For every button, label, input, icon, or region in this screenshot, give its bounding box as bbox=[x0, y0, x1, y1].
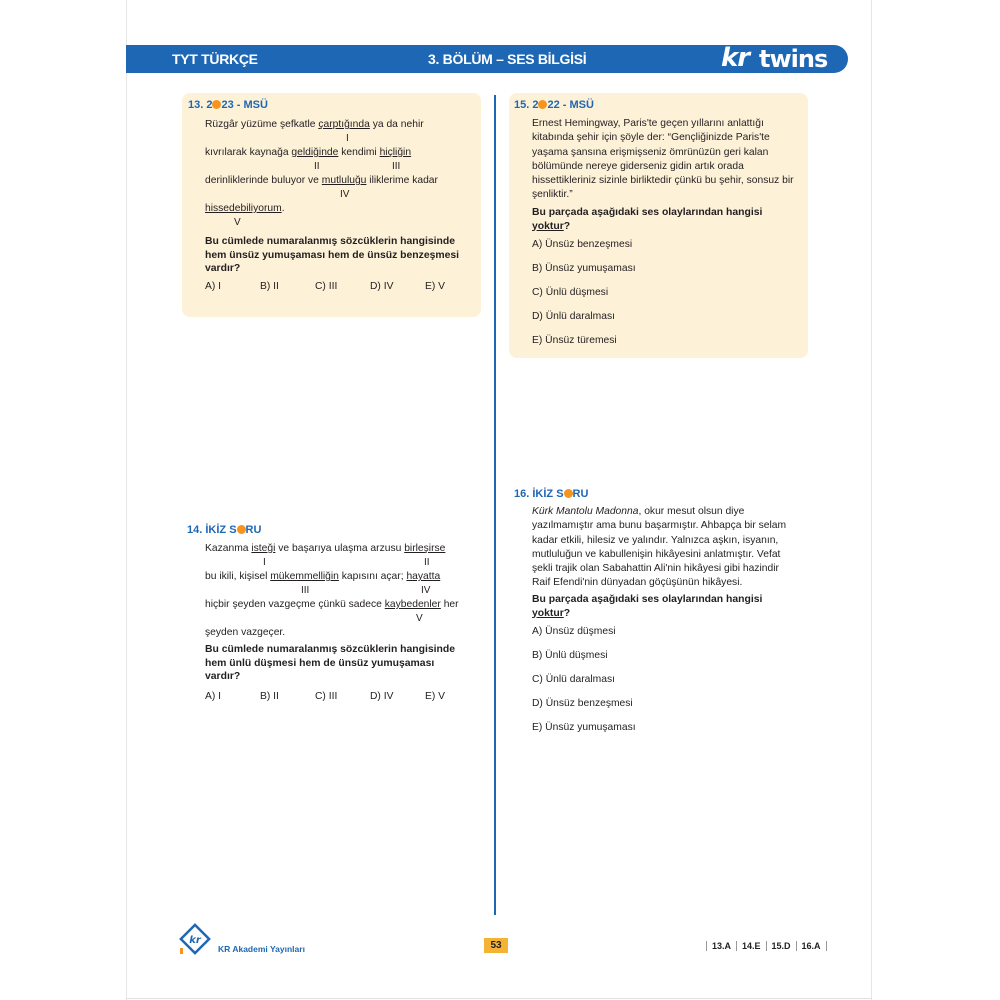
question-number: 16. bbox=[514, 488, 530, 500]
q13-mark-5: V bbox=[234, 217, 241, 228]
q16-prompt: Bu parçada aşağıdaki ses olaylarından hangisi yoktur? bbox=[532, 594, 763, 619]
column-divider bbox=[494, 95, 496, 915]
option-b[interactable]: B) Ünlü düşmesi bbox=[532, 650, 608, 661]
q14-mark-2: II bbox=[424, 557, 430, 568]
orange-dot-icon bbox=[237, 525, 246, 534]
option-d[interactable]: D) IV bbox=[370, 281, 394, 292]
q14-line-4: şeyden vazgeçer. bbox=[205, 627, 286, 638]
option-a[interactable]: A) I bbox=[205, 281, 222, 292]
page-number: 53 bbox=[484, 938, 508, 953]
q15-options bbox=[532, 239, 636, 359]
option-d[interactable]: D) Ünlü daralması bbox=[532, 311, 615, 322]
year-suffix: 22 - MSÜ bbox=[547, 99, 594, 111]
q14-mark-4: IV bbox=[421, 585, 431, 596]
q13-line-3: derinliklerinde buluyor ve mutluluğu iliklerime kadar bbox=[205, 175, 438, 186]
page-edge-right bbox=[871, 0, 872, 1000]
q14-mark-1: I bbox=[263, 557, 266, 568]
answer-15: 15.D bbox=[766, 941, 796, 951]
option-a[interactable]: A) Ünsüz düşmesi bbox=[532, 626, 616, 637]
option-c[interactable]: C) III bbox=[315, 281, 338, 292]
option-e[interactable]: E) Ünsüz türemesi bbox=[532, 335, 617, 346]
q16-options bbox=[532, 626, 636, 746]
q15-paragraph: Ernest Hemingway, Paris'te geçen yıllarını anlattığı kitabında şehir için şöyle der: “Gençliğinizde Paris'te yaşama şansına erişmişseniz ömrünüzün geri kalan bölümünde nereye giderseniz gidin artık orada hissettikleriniz sizinle birliktedir çünkü bu şehir, sonsuz bir şenliktir.” bbox=[532, 118, 794, 201]
q14-options bbox=[205, 691, 480, 702]
answer-16: 16.A bbox=[796, 941, 827, 951]
q14-mark-3: III bbox=[301, 585, 310, 596]
question-14-header: 14. İKİZ S RU bbox=[187, 524, 262, 536]
question-number: 14. bbox=[187, 524, 203, 536]
option-e[interactable]: E) Ünsüz yumuşaması bbox=[532, 722, 636, 733]
q13-line-4: hissedebiliyorum. bbox=[205, 203, 285, 214]
q16-paragraph: Kürk Mantolu Madonna, okur mesut olsun diye yazılmamıştır ama bunu başarmıştır. Ahbapça bir selam kadar etkili, hilesiz ve yalındır. Yalnızca aşkın, isyanın, mutluluğun ve kabullenişin hikâyesini anlatmıştır. Vefat şekli trajik olan Sabahattin Ali'nin hikâyesi gibi hazindir Raif Efendi'nin dünyadan göçüşünün hikâyesi. bbox=[532, 506, 787, 589]
q14-line-3: hiçbir şeyden vazgeçme çünkü sadece kaybedenler her bbox=[205, 599, 459, 610]
brand-logo bbox=[717, 42, 833, 76]
q13-mark-3: III bbox=[392, 161, 401, 172]
option-b[interactable]: B) Ünsüz yumuşaması bbox=[532, 263, 636, 274]
option-b[interactable]: B) II bbox=[260, 691, 279, 702]
option-d[interactable]: D) IV bbox=[370, 691, 394, 702]
answer-13: 13.A bbox=[706, 941, 736, 951]
publisher-name: KR Akademi Yayınları bbox=[218, 944, 305, 954]
q14-mark-5: V bbox=[416, 613, 423, 624]
svg-text:kr: kr bbox=[189, 935, 201, 946]
year-prefix: 2 bbox=[206, 99, 213, 111]
orange-dot-icon bbox=[564, 489, 573, 498]
question-number: 13. bbox=[188, 99, 204, 111]
q13-prompt: Bu cümlede numaralanmış sözcüklerin hangisinde hem ünsüz yumuşaması hem de ünsüz benzeşmesi vardır? bbox=[205, 236, 460, 274]
q13-line-2: kıvrılarak kaynağa geldiğinde kendimi hiçliğin bbox=[205, 147, 412, 158]
q15-prompt: Bu parçada aşağıdaki ses olaylarından hangisi yoktur? bbox=[532, 207, 763, 232]
question-number: 15. bbox=[514, 99, 530, 111]
subject-title: TYT TÜRKÇE bbox=[172, 51, 258, 67]
option-c[interactable]: C) Ünlü düşmesi bbox=[532, 287, 609, 298]
option-a[interactable]: A) I bbox=[205, 691, 222, 702]
question-13-header bbox=[188, 99, 268, 111]
option-e[interactable]: E) V bbox=[425, 691, 446, 702]
q13-options bbox=[205, 281, 480, 292]
answer-14: 14.E bbox=[736, 941, 766, 951]
option-d[interactable]: D) Ünsüz benzeşmesi bbox=[532, 698, 633, 709]
year-suffix: 23 - MSÜ bbox=[221, 99, 268, 111]
q14-line-2: bu ikili, kişisel mükemmelliğin kapısını açar; hayatta bbox=[205, 571, 441, 582]
q14-prompt: Bu cümlede numaralanmış sözcüklerin hangisinde hem ünlü düşmesi hem de ünsüz yumuşaması vardır? bbox=[205, 644, 456, 682]
chapter-title: 3. BÖLÜM – SES BİLGİSİ bbox=[428, 51, 587, 67]
page-edge-left bbox=[126, 0, 127, 1000]
q13-line-1: Rüzgâr yüzüme şefkatle çarptığında ya da nehir bbox=[205, 119, 424, 130]
publisher-logo-icon bbox=[178, 922, 212, 956]
option-c[interactable]: C) III bbox=[315, 691, 338, 702]
brand-kr: kr bbox=[721, 43, 750, 73]
option-c[interactable]: C) Ünlü daralması bbox=[532, 674, 615, 685]
question-16-header: 16. İKİZ S RU bbox=[514, 488, 589, 500]
q13-mark-4: IV bbox=[340, 189, 350, 200]
q14-line-1: Kazanma isteği ve başarıya ulaşma arzusu birleşirse bbox=[205, 543, 446, 554]
option-e[interactable]: E) V bbox=[425, 281, 446, 292]
brand-twins: twins bbox=[759, 45, 828, 73]
page-edge-bottom bbox=[126, 998, 872, 999]
q13-mark-2: II bbox=[314, 161, 320, 172]
answer-key bbox=[706, 941, 827, 951]
q13-mark-1: I bbox=[346, 133, 349, 144]
option-b[interactable]: B) II bbox=[260, 281, 279, 292]
option-a[interactable]: A) Ünsüz benzeşmesi bbox=[532, 239, 633, 250]
twin-label: İKİZ S bbox=[532, 488, 564, 500]
twin-label: İKİZ S bbox=[205, 524, 237, 536]
question-15-header bbox=[514, 99, 594, 111]
year-prefix: 2 bbox=[532, 99, 539, 111]
